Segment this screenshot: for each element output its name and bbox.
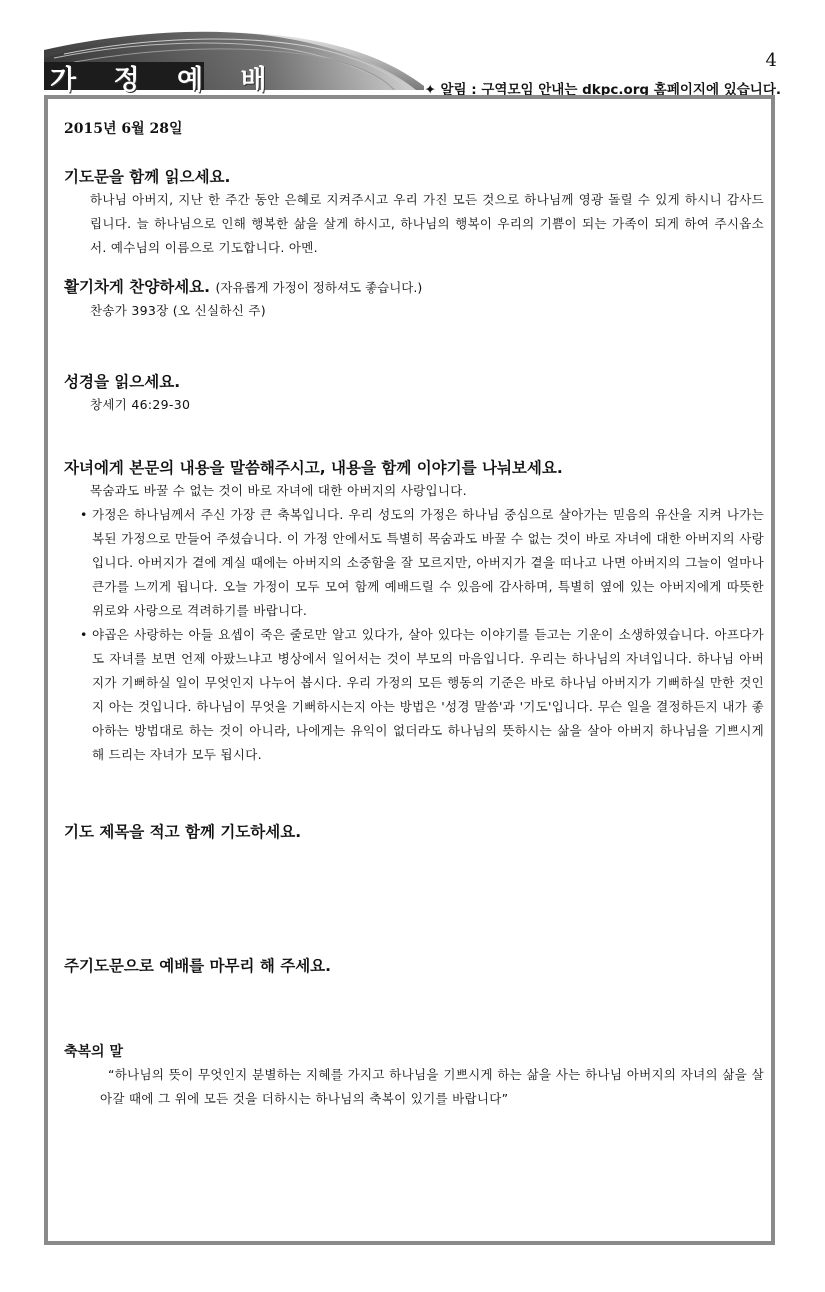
discussion-intro: 목숨과도 바꿀 수 없는 것이 바로 자녀에 대한 아버지의 사랑입니다. [90,483,467,498]
blessing-heading: 축복의 말 [64,1044,123,1060]
praise-section [64,276,764,323]
praise-note: (자유롭게 가정이 정하셔도 좋습니다.) [215,280,423,295]
discussion-list [80,503,764,767]
section-title: 가 정 예 배 [50,65,281,96]
bullet-icon: • [80,507,88,522]
prayer-text: 하나님 아버지, 지난 한 주간 동안 은혜로 지켜주시고 우리 가진 모든 것으로 하나님께 영광 돌릴 수 있게 하시니 감사드립니다. 늘 하나님으로 인해 행복한 삶을 살게 하시고, 하나님의 행복이 우리의 기쁨이 되는 가족이 되게 하여 주시옵소서. 예수님의 이름으로 기도합니다. 아멘. [90,192,764,255]
hymn-text: 찬송가 393장 (오 신실하신 주) [90,303,266,318]
praise-heading: 활기차게 찬양하세요. [64,278,211,296]
scripture-section [64,371,764,417]
prayer-heading: 기도문을 함께 읽으세요. [64,168,231,186]
scripture-heading: 성경을 읽으세요. [64,373,181,391]
blessing-section [64,1041,764,1111]
closing-section [64,955,764,977]
prayer-section [64,166,764,260]
closing-heading: 주기도문으로 예배를 마무리 해 주세요. [64,957,332,975]
list-item [80,623,764,767]
bullet-icon: • [80,627,88,642]
prayer-topics-section [64,821,764,843]
bullet-text: 가정은 하나님께서 주신 가장 큰 축복입니다. 우리 성도의 가정은 하나님 중심으로 살아가는 믿음의 유산을 지켜 나가는 복된 가정으로 만들어 주셨습니다. 이 가정 안에서도 특별히 목숨과도 바꿀 수 없는 것이 바로 자녀에 대한 아버지의 사랑입니다. 아버지가 곁에 계실 때에는 아버지의 소중함을 잘 모르지만, 아버지가 곁을 떠나고 나면 아버지의 그늘이 얼마나 큰가를 느끼게 됩니다. 오늘 가정이 모두 모여 함께 예배드릴 수 있음에 감사하며, 특별히 옆에 있는 아버지에게 따뜻한 위로와 사랑으로 격려하기를 바랍니다. [92,507,764,618]
blessing-text: “하나님의 뜻이 무엇인지 분별하는 지혜를 가지고 하나님을 기쁘시게 하는 삶을 사는 하나님 아버지의 자녀의 삶을 살아갈 때에 그 위에 모든 것을 더하시는 하나님의 축복이 있기를 바랍니다” [100,1067,764,1106]
praise-heading-line [64,276,764,299]
prayer-topics-heading: 기도 제목을 적고 함께 기도하세요. [64,823,302,841]
scripture-reference: 창세기 46:29-30 [90,397,191,412]
worship-content [64,118,764,1111]
list-item [80,503,764,623]
discussion-heading: 자녀에게 본문의 내용을 말씀해주시고, 내용을 함께 이야기를 나눠보세요. [64,459,563,477]
worship-date: 2015년 6월 28일 [64,121,183,137]
notice-text: ✦ 알림 : 구역모임 안내는 dkpc.org 홈페이지에 있습니다. [424,82,781,98]
discussion-section [64,457,764,767]
bullet-text: 야곱은 사랑하는 아들 요셉이 죽은 줄로만 알고 있다가, 살아 있다는 이야기를 듣고는 기운이 소생하였습니다. 아프다가도 자녀를 보면 언제 아팠느냐고 병상에서 일어서는 것이 부모의 마음입니다. 우리는 하나님의 자녀입니다. 하나님 아버지가 기뻐하실 일이 무엇인지 나누어 봅시다. 우리 가정의 모든 행동의 기준은 바로 하나님 아버지가 기뻐하실 만한 것인지 아는 것입니다. 하나님이 무엇을 기뻐하시는지 아는 방법은 '성경 말씀'과 '기도'입니다. 무슨 일을 결정하든지 내가 좋아하는 방법대로 하는 것이 아니라, 나에게는 유익이 없더라도 하나님의 뜻하시는 삶을 살아 아버지 하나님을 기쁘시게 해 드리는 자녀가 모두 됩시다. [92,627,764,762]
page-number: 4 [765,50,777,71]
